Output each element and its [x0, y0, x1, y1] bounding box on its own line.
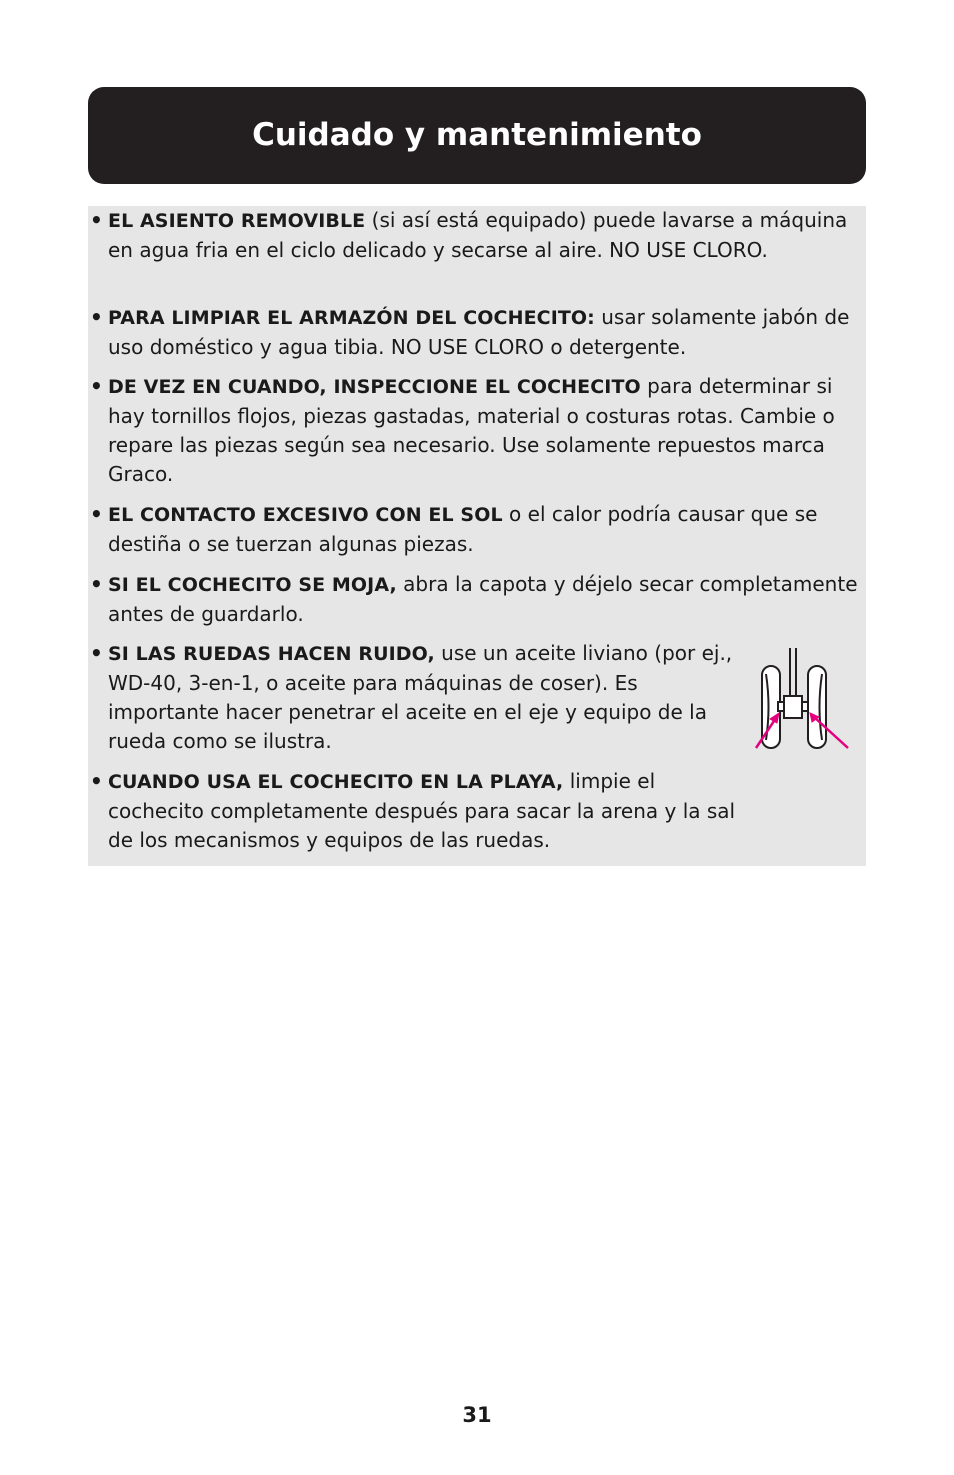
- list-item-wet-stroller: [90, 570, 862, 629]
- bullet-text: o el calor podría causar que se destiña o se tuerzan algunas piezas.: [108, 502, 818, 556]
- bullet-text: usar solamente jabón de uso doméstico y agua tibia. NO USE CLORO o detergente.: [108, 305, 850, 359]
- bullet-body: [90, 372, 862, 489]
- list-item-noisy-wheels: [90, 639, 738, 756]
- list-item-inspect-stroller: [90, 372, 862, 489]
- list-item-removable-seat: [90, 206, 862, 265]
- axle-hub: [784, 696, 802, 718]
- bullet-lead: SI LAS RUEDAS HACEN RUIDO,: [108, 643, 435, 665]
- bullet-lead: DE VEZ EN CUANDO, INSPECCIONE EL COCHECITO: [108, 376, 641, 398]
- bullet-text: para determinar si hay tornillos flojos, piezas gastadas, material o costuras rotas. Cambie o repare las piezas según sea necesario. Use solamente repuestos marca Graco.: [108, 374, 835, 486]
- bullet-body: [90, 639, 738, 756]
- bullet-lead: CUANDO USA EL COCHECITO EN LA PLAYA,: [108, 771, 564, 793]
- bullet-marker: •: [90, 641, 103, 665]
- bullet-text: use un aceite liviano (por ej., WD-40, 3-en-1, o aceite para máquinas de coser). Es importante hacer penetrar el aceite en el eje y equipo de la rueda como se ilustra.: [108, 641, 733, 753]
- list-item-sun-exposure: [90, 500, 862, 559]
- page-number: 31: [462, 1403, 492, 1427]
- page-title: Cuidado y mantenimiento: [252, 117, 702, 153]
- bullet-lead: EL CONTACTO EXCESIVO CON EL SOL: [108, 504, 503, 526]
- bullet-text: abra la capota y déjelo secar completamente antes de guardarlo.: [108, 572, 858, 626]
- bullet-lead: SI EL COCHECITO SE MOJA,: [108, 574, 397, 596]
- bullet-body: [90, 303, 862, 362]
- wheel-axle-illustration: [750, 644, 854, 754]
- bullet-marker: •: [90, 208, 103, 232]
- bullet-marker: •: [90, 769, 103, 793]
- bullet-marker: •: [90, 502, 103, 526]
- left-wheel-hub: [778, 702, 784, 711]
- list-item-frame-cleaning: [90, 303, 862, 362]
- wheel-axle-oil-icon: [750, 644, 854, 754]
- care-instructions-panel: [88, 206, 866, 866]
- list-item-beach-use: [90, 767, 738, 855]
- section-header: [88, 87, 866, 184]
- bullet-marker: •: [90, 572, 103, 596]
- bullet-body: [90, 500, 862, 559]
- bullet-marker: •: [90, 374, 103, 398]
- bullet-marker: •: [90, 305, 103, 329]
- bullet-text: (si así está equipado) puede lavarse a máquina en agua fria en el ciclo delicado y secarse al aire. NO USE CLORO.: [108, 208, 848, 262]
- bullet-text: limpie el cochecito completamente después para sacar la arena y la sal de los mecanismos y equipos de las ruedas.: [108, 769, 736, 852]
- bullet-body: [90, 570, 862, 629]
- bullet-body: [90, 767, 738, 855]
- bullet-lead: PARA LIMPIAR EL ARMAZÓN DEL COCHECITO:: [108, 307, 595, 329]
- bullet-lead: EL ASIENTO REMOVIBLE: [108, 210, 366, 232]
- right-wheel-hub: [802, 702, 808, 711]
- right-wheel: [808, 666, 826, 748]
- bullet-body: [90, 206, 862, 265]
